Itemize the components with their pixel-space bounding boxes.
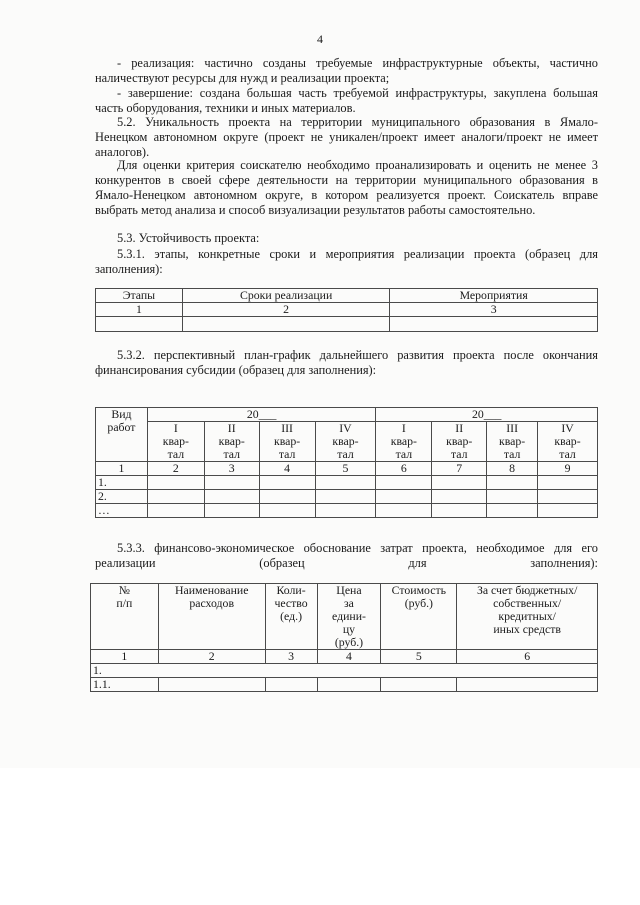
table-header-year: 20___ (376, 408, 598, 422)
table-row (96, 504, 598, 518)
table-header: Мероприятия (390, 289, 598, 303)
table-row (91, 584, 598, 650)
table-cell: 1 (91, 650, 159, 664)
table-cell: 1 (96, 462, 148, 476)
table-cell: 6 (376, 462, 432, 476)
table-cell: 6 (457, 650, 598, 664)
table-header-quarter: IV квар- тал (315, 422, 376, 462)
table-header: За счет бюджетных/ собственных/ кредитных/ иных средств (457, 584, 598, 650)
table-cell: 7 (432, 462, 487, 476)
table-row (96, 476, 598, 490)
table-cell: 3 (390, 303, 598, 317)
table-header-year: 20___ (147, 408, 376, 422)
table-cell: 3 (265, 650, 317, 664)
table-header-quarter: IV квар- тал (538, 422, 598, 462)
table-cell: 1.1. (91, 678, 159, 692)
table-cell (96, 317, 183, 332)
table-cell: 1. (96, 476, 148, 490)
table-cell (182, 317, 390, 332)
financial-table (90, 583, 598, 692)
paragraph-implementation-stage: - реализация: частично созданы требуемые инфраструктурные объекты, частично наличествуют ресурсы для нужд и реализации проекта; (95, 56, 598, 85)
table-cell: 3 (204, 462, 259, 476)
table-cell: 2 (147, 462, 204, 476)
table-header-quarter: I квар- тал (376, 422, 432, 462)
table-header-quarter: III квар- тал (487, 422, 538, 462)
table-row (96, 490, 598, 504)
table-row (96, 462, 598, 476)
table-cell: … (96, 504, 148, 518)
paragraph-schedule-heading: 5.3.2. перспективный план-график дальнейшего развития проекта после окончания финансирования субсидии (образец для заполнения): (95, 348, 598, 377)
table-cell: 8 (487, 462, 538, 476)
table-header: Стоимость (руб.) (381, 584, 457, 650)
table-row (96, 422, 598, 462)
paragraph-financial-heading: 5.3.3. финансово-экономическое обоснование затрат проекта, необходимое для его реализации (образец для заполнения): (95, 541, 598, 570)
paragraph-stages-heading: 5.3.1. этапы, конкретные сроки и мероприятия реализации проекта (образец для заполнения): (95, 247, 598, 276)
table-header: Коли- чество (ед.) (265, 584, 317, 650)
page-number: 4 (317, 32, 323, 46)
table-row (96, 317, 598, 332)
paragraph-uniqueness: 5.2. Уникальность проекта на территории муниципального образования в Ямало-Ненецком автономном округе (проект не уникален/проект имеет аналоги/проект не имеет аналогов). (95, 115, 598, 159)
table-cell: 1 (96, 303, 183, 317)
table-row (91, 650, 598, 664)
schedule-table (95, 407, 598, 518)
table-header: Этапы (96, 289, 183, 303)
table-row (91, 678, 598, 692)
table-cell: 9 (538, 462, 598, 476)
table-cell: 1. (91, 664, 598, 678)
table-row (96, 408, 598, 422)
table-cell: 4 (259, 462, 315, 476)
table-header: Наименование расходов (158, 584, 265, 650)
paragraph-financial-heading-line1 (95, 541, 598, 571)
table-cell: 5 (381, 650, 457, 664)
table-header-quarter: III квар- тал (259, 422, 315, 462)
table-header-quarter: II квар- тал (204, 422, 259, 462)
table-header: № п/п (91, 584, 159, 650)
table-cell: 5 (315, 462, 376, 476)
table-header-quarter: II квар- тал (432, 422, 487, 462)
table-row (96, 289, 598, 303)
table-row (96, 303, 598, 317)
paragraph-competitor-analysis: Для оценки критерия соискателю необходимо проанализировать и оценить не менее 3 конкурентов в своей сфере деятельности на территории муниципального образования в Ямало-Ненецком автономном округе, в котором реализуется проект. Соискатель вправе выбрать метод анализа и способ визуализации результатов работы самостоятельно. (95, 158, 598, 217)
table-cell (390, 317, 598, 332)
table-header: Вид работ (96, 408, 148, 462)
table-cell: 2. (96, 490, 148, 504)
table-header-quarter: I квар- тал (147, 422, 204, 462)
table-row (91, 664, 598, 678)
paragraph-completion-stage: - завершение: создана большая часть требуемой инфраструктуры, закуплена большая часть оборудования, техники и иных материалов. (95, 86, 598, 115)
table-cell: 2 (158, 650, 265, 664)
table-header: Сроки реализации (182, 289, 390, 303)
stages-table (95, 288, 598, 332)
table-header: Цена за едини- цу (руб.) (317, 584, 381, 650)
paragraph-sustainability: 5.3. Устойчивость проекта: (117, 231, 260, 245)
table-cell: 4 (317, 650, 381, 664)
table-cell: 2 (182, 303, 390, 317)
